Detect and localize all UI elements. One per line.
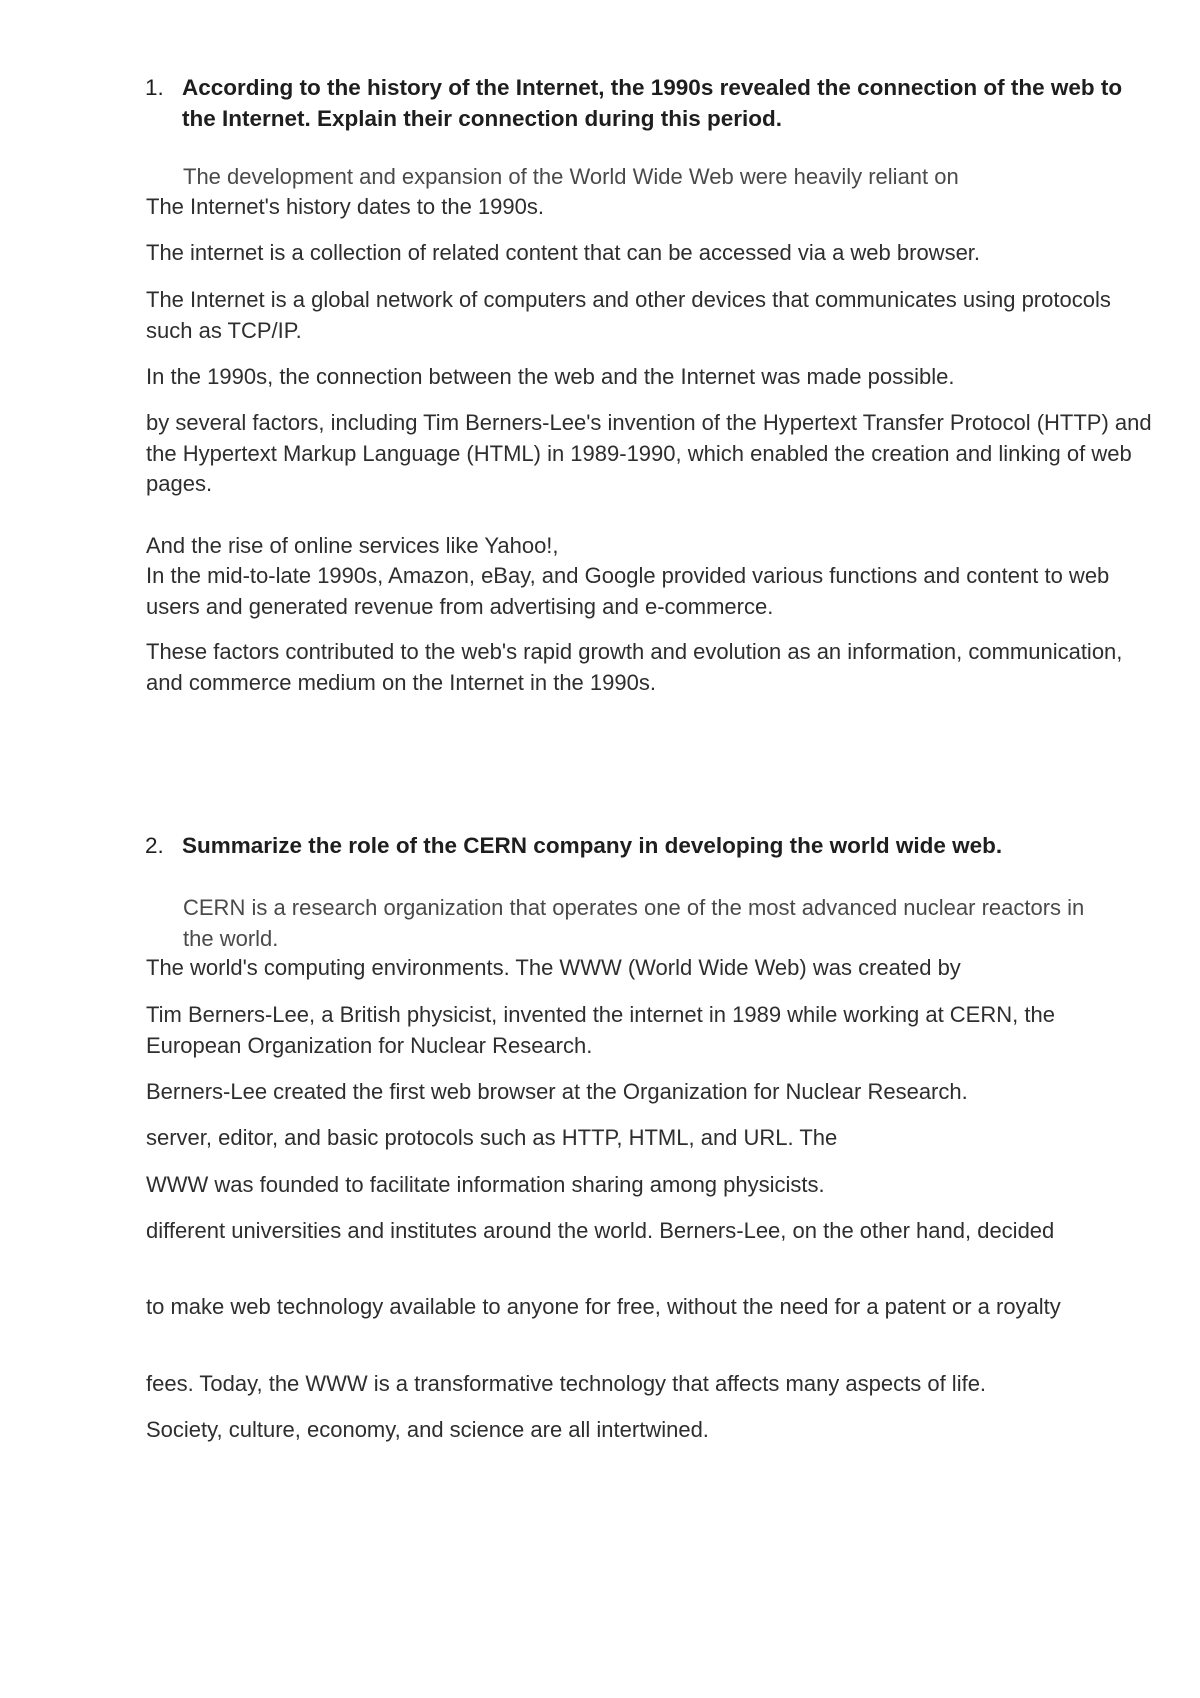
answer-2-paragraph: to make web technology available to anyone for free, without the need for a patent or a royalty bbox=[146, 1294, 1061, 1319]
answer-2-intro: CERN is a research organization that operates one of the most advanced nuclear reactors in the world. bbox=[183, 895, 1085, 951]
question-2 bbox=[145, 830, 1145, 861]
answer-1-paragraph: And the rise of online services like Yahoo!, bbox=[146, 533, 559, 558]
question-number: 1. bbox=[145, 75, 164, 100]
question-text: According to the history of the Internet, the 1990s revealed the connection of the web to the Internet. Explain their connection during this period. bbox=[182, 75, 1123, 131]
question-text: Summarize the role of the CERN company in developing the world wide web. bbox=[182, 833, 1003, 858]
answer-2-paragraph: different universities and institutes around the world. Berners-Lee, on the other hand, decided bbox=[146, 1218, 1055, 1243]
answer-1-paragraph: These factors contributed to the web's rapid growth and evolution as an information, communication, and commerce medium on the Internet in the 1990s. bbox=[146, 639, 1123, 695]
answer-1-paragraph: The Internet is a global network of computers and other devices that communicates using protocols such as TCP/IP. bbox=[146, 287, 1111, 343]
answer-2-paragraph: Tim Berners-Lee, a British physicist, invented the internet in 1989 while working at CERN, the European Organization for Nuclear Research. bbox=[146, 1002, 1055, 1058]
answer-2-paragraph: The world's computing environments. The WWW (World Wide Web) was created by bbox=[146, 955, 961, 980]
question-1 bbox=[145, 72, 1145, 134]
answer-1-paragraph: In the mid-to-late 1990s, Amazon, eBay, and Google provided various functions and content to web users and generated revenue from advertising and e-commerce. bbox=[146, 563, 1110, 619]
answer-1-paragraph: by several factors, including Tim Berners-Lee's invention of the Hypertext Transfer Protocol (HTTP) and the Hypertext Markup Language (HTML) in 1989-1990, which enabled the creation and linking of web pages. bbox=[146, 410, 1152, 496]
answer-1-paragraph: The Internet's history dates to the 1990s. bbox=[146, 194, 544, 219]
answer-1-paragraph: The internet is a collection of related content that can be accessed via a web browser. bbox=[146, 240, 981, 265]
question-number: 2. bbox=[145, 833, 164, 858]
answer-2-paragraph: fees. Today, the WWW is a transformative technology that affects many aspects of life. bbox=[146, 1371, 987, 1396]
answer-1-paragraph: In the 1990s, the connection between the web and the Internet was made possible. bbox=[146, 364, 955, 389]
answer-2-paragraph: WWW was founded to facilitate information sharing among physicists. bbox=[146, 1172, 825, 1197]
answer-2-paragraph: Society, culture, economy, and science are all intertwined. bbox=[146, 1417, 709, 1442]
answer-1-intro: The development and expansion of the World Wide Web were heavily reliant on bbox=[183, 164, 959, 189]
answer-2-paragraph: Berners-Lee created the first web browser at the Organization for Nuclear Research. bbox=[146, 1079, 968, 1104]
answer-2-paragraph: server, editor, and basic protocols such as HTTP, HTML, and URL. The bbox=[146, 1125, 838, 1150]
